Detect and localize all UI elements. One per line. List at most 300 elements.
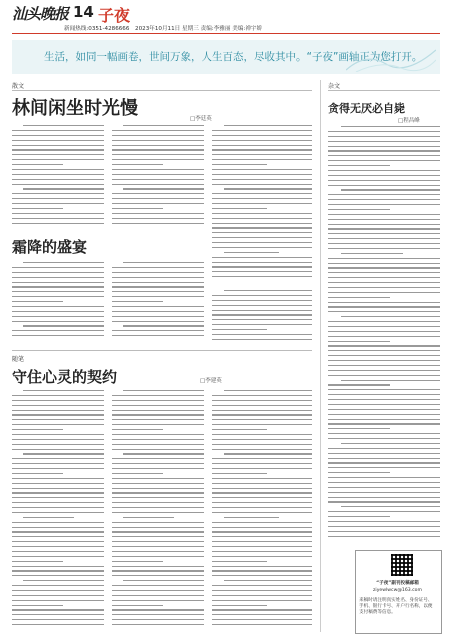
text-line <box>212 310 312 311</box>
text-line <box>212 624 312 625</box>
text-line <box>112 277 204 278</box>
text-line <box>328 355 440 356</box>
text-line <box>212 605 267 606</box>
text-line <box>123 325 204 326</box>
text-line <box>12 439 104 440</box>
text-line <box>212 595 312 596</box>
text-line <box>212 193 312 194</box>
text-line <box>328 448 440 449</box>
text-line <box>23 390 104 391</box>
text-line <box>112 405 204 406</box>
text-line <box>12 492 104 493</box>
text-line <box>112 531 204 532</box>
text-line <box>112 419 204 420</box>
text-line <box>212 478 312 479</box>
text-line <box>23 580 104 581</box>
text-line <box>328 419 440 420</box>
text-line <box>12 561 63 562</box>
text-line <box>328 267 440 268</box>
text-line <box>328 531 440 532</box>
text-line <box>328 165 390 166</box>
newspaper-logo: 汕头晚报 <box>12 5 69 23</box>
text-line <box>212 570 312 571</box>
text-line <box>112 624 204 625</box>
text-line <box>212 262 312 263</box>
text-line <box>12 400 104 401</box>
text-line <box>112 291 204 292</box>
text-line <box>328 306 440 307</box>
text-line <box>12 585 104 586</box>
article-body-col3 <box>212 125 312 285</box>
section-title: 子夜 <box>98 6 131 25</box>
text-line <box>328 326 440 327</box>
text-line <box>23 453 104 454</box>
text-line <box>12 301 63 302</box>
text-line <box>212 213 312 214</box>
text-line <box>328 243 440 244</box>
text-line <box>341 253 403 254</box>
text-line <box>23 262 104 263</box>
text-line <box>112 600 204 601</box>
text-line <box>112 272 204 273</box>
text-line <box>212 502 312 503</box>
text-line <box>112 410 204 411</box>
issue-info: 新闻热线:0351-4286666 2023年10月11日 星期三 责编:李雅丽 美编:禅宇娇 <box>64 26 263 32</box>
text-line <box>212 232 312 233</box>
text-line <box>328 180 440 181</box>
text-line <box>112 395 204 396</box>
text-line <box>112 135 204 136</box>
text-line <box>12 282 104 283</box>
text-line <box>12 595 104 596</box>
text-line <box>123 125 204 126</box>
text-line <box>212 208 267 209</box>
text-line <box>112 159 204 160</box>
text-line <box>212 334 312 335</box>
text-line <box>12 458 104 459</box>
text-line <box>224 453 312 454</box>
text-line <box>328 214 440 215</box>
text-line <box>341 380 440 381</box>
text-line <box>328 170 440 171</box>
text-line <box>12 570 104 571</box>
text-line <box>328 311 440 312</box>
text-line <box>12 198 104 199</box>
text-line <box>112 473 163 474</box>
text-line <box>212 149 312 150</box>
text-line <box>112 614 204 615</box>
text-line <box>212 536 312 537</box>
text-line <box>212 497 312 498</box>
text-line <box>112 330 204 331</box>
text-line <box>12 286 104 287</box>
text-line <box>224 125 312 126</box>
article-label: 散文 <box>12 83 25 90</box>
text-line <box>112 321 204 322</box>
text-line <box>112 198 204 199</box>
article-label: 随笔 <box>12 356 25 363</box>
text-line <box>112 267 204 268</box>
text-line <box>12 541 104 542</box>
text-line <box>123 453 204 454</box>
text-line <box>328 272 440 273</box>
text-line <box>12 624 104 625</box>
text-line <box>212 449 312 450</box>
text-line <box>12 614 104 615</box>
text-line <box>112 296 204 297</box>
text-line <box>212 266 312 267</box>
text-line <box>212 295 312 296</box>
text-line <box>212 227 312 228</box>
article-body-col3 <box>212 290 312 344</box>
article-title: 贪得无厌必自毙 <box>328 102 405 115</box>
text-line <box>12 434 104 435</box>
text-line <box>112 414 204 415</box>
text-line <box>12 174 104 175</box>
text-line <box>212 492 312 493</box>
text-line <box>212 257 312 258</box>
text-line <box>112 223 204 224</box>
text-line <box>112 145 204 146</box>
text-line <box>212 590 312 591</box>
text-line <box>212 329 267 330</box>
submission-note: 来稿时请注明真实姓名、身份证号、手机、银行卡号、开户行名称，以便支付稿费等信息。 <box>359 598 433 615</box>
text-line <box>12 414 104 415</box>
text-line <box>212 237 312 238</box>
text-line <box>212 184 312 185</box>
text-line <box>12 468 104 469</box>
text-line <box>224 517 279 518</box>
text-line <box>12 395 104 396</box>
text-line <box>12 291 104 292</box>
article-byline: □程昌峰 <box>398 118 420 124</box>
text-line <box>212 614 312 615</box>
text-line <box>328 263 440 264</box>
text-line <box>12 424 104 425</box>
text-line <box>112 492 204 493</box>
text-line <box>212 203 312 204</box>
text-line <box>328 472 390 473</box>
text-line <box>112 556 204 557</box>
text-line <box>112 208 163 209</box>
text-line <box>328 350 440 351</box>
text-line <box>328 292 440 293</box>
text-line <box>112 203 204 204</box>
text-line <box>212 458 312 459</box>
text-line <box>12 444 104 445</box>
text-line <box>12 556 104 557</box>
text-line <box>328 150 440 151</box>
text-line <box>212 419 312 420</box>
text-line <box>224 580 312 581</box>
text-line <box>328 155 440 156</box>
text-line <box>328 482 440 483</box>
text-line <box>112 536 204 537</box>
text-line <box>12 488 104 489</box>
article-body-col3 <box>212 390 312 632</box>
text-line <box>328 458 440 459</box>
text-line <box>212 405 312 406</box>
article-title: 霜降的盛宴 <box>12 238 88 256</box>
text-line <box>328 409 440 410</box>
text-line <box>12 546 104 547</box>
text-line <box>12 203 104 204</box>
text-line <box>112 507 204 508</box>
text-line <box>212 463 312 464</box>
text-line <box>328 238 440 239</box>
text-line <box>212 575 312 576</box>
text-line <box>328 384 390 385</box>
text-line <box>212 319 312 320</box>
text-line <box>328 233 440 234</box>
text-line <box>328 467 440 468</box>
article-byline: □李廷英 <box>190 116 212 122</box>
text-line <box>212 305 312 306</box>
text-line <box>212 609 312 610</box>
text-line <box>12 223 104 224</box>
text-line <box>224 290 312 291</box>
text-line <box>12 193 104 194</box>
text-line <box>112 458 204 459</box>
text-line <box>12 609 104 610</box>
text-line <box>212 179 312 180</box>
text-line <box>12 272 104 273</box>
text-line <box>112 590 204 591</box>
text-line <box>212 410 312 411</box>
text-line <box>212 439 312 440</box>
text-line <box>212 314 312 315</box>
divider <box>12 90 312 91</box>
text-line <box>212 154 312 155</box>
text-line <box>212 473 267 474</box>
text-line <box>212 619 312 620</box>
article-body <box>328 126 440 544</box>
text-line <box>112 483 204 484</box>
text-line <box>112 282 204 283</box>
text-line <box>112 140 204 141</box>
text-line <box>328 345 440 346</box>
text-line <box>341 316 440 317</box>
text-line <box>112 609 204 610</box>
text-line <box>212 424 312 425</box>
text-line <box>112 149 204 150</box>
text-line <box>212 339 312 340</box>
text-line <box>341 506 440 507</box>
text-line <box>12 218 104 219</box>
text-line <box>328 228 440 229</box>
text-line <box>112 488 204 489</box>
text-line <box>328 428 390 429</box>
text-line <box>212 561 267 562</box>
divider <box>328 90 440 91</box>
text-line <box>112 311 204 312</box>
text-line <box>328 199 440 200</box>
text-line <box>212 140 312 141</box>
text-line <box>12 507 104 508</box>
article-body-col1 <box>12 390 104 632</box>
text-line <box>112 444 204 445</box>
text-line <box>112 566 204 567</box>
divider <box>12 350 312 351</box>
text-line <box>212 546 312 547</box>
text-line <box>328 194 440 195</box>
text-line <box>328 477 440 478</box>
text-line <box>12 590 104 591</box>
text-line <box>112 570 204 571</box>
text-line <box>328 389 440 390</box>
text-line <box>212 483 312 484</box>
text-line <box>12 502 104 503</box>
text-line <box>12 140 104 141</box>
article-byline: □李建英 <box>200 378 222 384</box>
text-line <box>112 193 204 194</box>
text-line <box>112 619 204 620</box>
text-line <box>212 414 312 415</box>
text-line <box>12 184 104 185</box>
text-line <box>112 164 163 165</box>
text-line <box>112 497 204 498</box>
text-line <box>212 434 312 435</box>
text-line <box>341 189 440 190</box>
text-line <box>212 507 312 508</box>
text-line <box>112 218 204 219</box>
text-line <box>212 527 312 528</box>
text-line <box>112 449 204 450</box>
text-line <box>112 179 204 180</box>
text-line <box>112 541 204 542</box>
text-line <box>12 405 104 406</box>
text-line <box>112 595 204 596</box>
article-body-col1 <box>12 262 104 344</box>
text-line <box>328 131 440 132</box>
text-line <box>112 439 204 440</box>
text-line <box>212 324 312 325</box>
text-line <box>12 483 104 484</box>
text-line <box>328 453 440 454</box>
text-line <box>212 169 312 170</box>
text-line <box>12 316 104 317</box>
text-line <box>341 126 440 127</box>
text-line <box>12 575 104 576</box>
text-line <box>12 531 104 532</box>
text-line <box>112 301 163 302</box>
text-line <box>212 512 312 513</box>
text-line <box>112 585 204 586</box>
text-line <box>328 365 440 366</box>
banner-slogan: 生活，如同一幅画卷，世间万象，人生百态，尽收其中。“子夜”画轴正为您打开。 <box>44 51 423 63</box>
text-line <box>123 188 204 189</box>
text-line <box>224 390 312 391</box>
text-line <box>112 184 204 185</box>
text-line <box>328 521 440 522</box>
text-line <box>112 335 204 336</box>
text-line <box>328 433 440 434</box>
text-line <box>328 516 390 517</box>
text-line <box>12 311 104 312</box>
text-line <box>328 331 440 332</box>
text-line <box>12 330 104 331</box>
text-line <box>212 130 312 131</box>
text-line <box>328 136 440 137</box>
text-line <box>212 566 312 567</box>
text-line <box>328 258 440 259</box>
submission-email: ziyewlwcw@163.com <box>373 588 422 593</box>
text-line <box>112 575 204 576</box>
text-line <box>12 154 104 155</box>
text-line <box>328 497 440 498</box>
text-line <box>328 302 440 303</box>
text-line <box>212 135 312 136</box>
text-line <box>212 444 312 445</box>
text-line <box>12 164 63 165</box>
text-line <box>328 423 440 424</box>
text-line <box>212 429 267 430</box>
text-line <box>212 276 312 277</box>
text-line <box>12 478 104 479</box>
text-line <box>12 267 104 268</box>
text-line <box>328 185 440 186</box>
text-line <box>12 463 104 464</box>
text-line <box>328 219 440 220</box>
text-line <box>328 438 440 439</box>
page-number: 14 <box>73 3 94 21</box>
text-line <box>328 248 440 249</box>
text-line <box>212 488 312 489</box>
text-line <box>112 424 204 425</box>
text-line <box>112 561 163 562</box>
column-separator <box>320 80 321 632</box>
text-line <box>12 419 104 420</box>
text-line <box>328 360 440 361</box>
text-line <box>12 179 104 180</box>
text-line <box>12 497 104 498</box>
text-line <box>12 277 104 278</box>
text-line <box>212 218 312 219</box>
text-line <box>112 546 204 547</box>
text-line <box>23 188 104 189</box>
text-line <box>112 463 204 464</box>
text-line <box>112 502 204 503</box>
text-line <box>328 209 390 210</box>
text-line <box>12 449 104 450</box>
text-line <box>12 321 104 322</box>
article-label: 杂文 <box>328 83 341 90</box>
text-line <box>328 282 440 283</box>
text-line <box>12 296 104 297</box>
submission-title: “子夜”副刊投稿邮箱 <box>376 581 419 586</box>
text-line <box>12 335 104 336</box>
text-line <box>328 511 440 512</box>
text-line <box>328 370 440 371</box>
text-line <box>328 141 440 142</box>
text-line <box>112 429 163 430</box>
text-line <box>12 410 104 411</box>
article-body-col2 <box>112 390 204 632</box>
text-line <box>12 605 63 606</box>
text-line <box>328 175 440 176</box>
text-line <box>212 541 312 542</box>
text-line <box>328 399 440 400</box>
text-line <box>212 198 312 199</box>
text-line <box>23 517 74 518</box>
text-line <box>212 556 312 557</box>
text-line <box>328 487 440 488</box>
text-line <box>12 566 104 567</box>
text-line <box>328 536 440 537</box>
text-line <box>212 145 312 146</box>
text-line <box>212 247 312 248</box>
text-line <box>112 478 204 479</box>
